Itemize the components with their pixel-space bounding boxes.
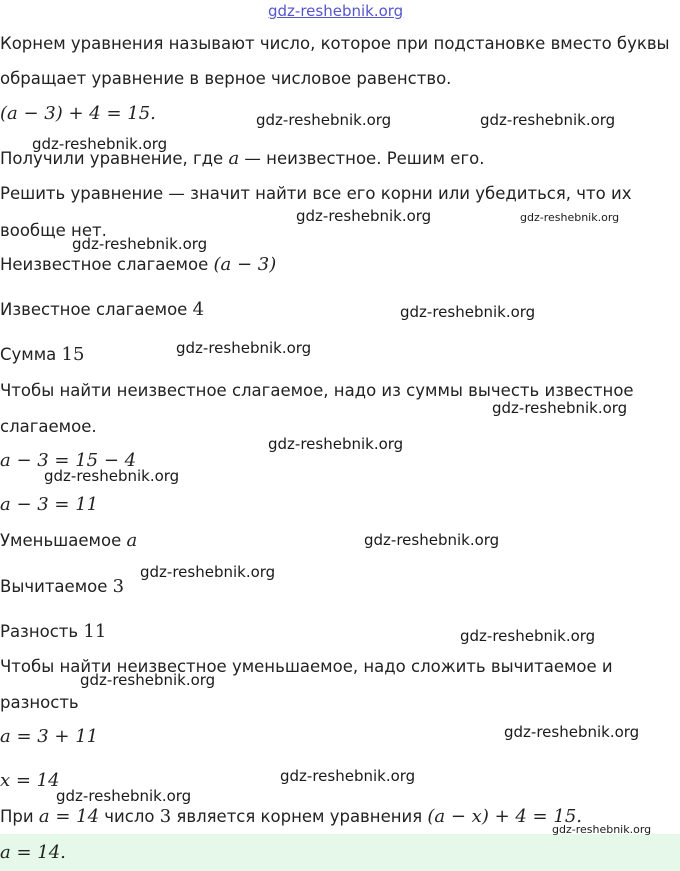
equation-3: a − 3 = 11 bbox=[0, 494, 99, 515]
watermark: gdz-reshebnik.org bbox=[72, 235, 208, 253]
text-line-14: Чтобы найти неизвестное уменьшаемое, надо сложить вычитаемое и bbox=[0, 657, 613, 676]
sum-line bbox=[0, 344, 84, 366]
text-line-10: слагаемое. bbox=[0, 417, 97, 436]
watermark: gdz-reshebnik.org bbox=[520, 211, 620, 224]
text-line-2: обращает уравнение в верное числовое равенство. bbox=[0, 69, 452, 88]
math-expr: (a − 3) bbox=[213, 254, 277, 275]
text-part: Сумма bbox=[0, 345, 62, 364]
equation-2: a − 3 = 15 − 4 bbox=[0, 450, 137, 471]
conclusion-line bbox=[0, 806, 582, 828]
watermark: gdz-reshebnik.org bbox=[44, 467, 180, 485]
math-value: 15 bbox=[61, 344, 85, 365]
text-line-1: Корнем уравнения называют число, которое при подстановке вместо буквы bbox=[0, 34, 670, 53]
text-line-5: вообще нет. bbox=[0, 221, 107, 240]
watermark: gdz-reshebnik.org bbox=[32, 135, 168, 153]
math-var: a bbox=[228, 148, 240, 169]
known-addend-line bbox=[0, 299, 204, 321]
watermark: gdz-reshebnik.org bbox=[504, 723, 640, 741]
watermark: gdz-reshebnik.org bbox=[56, 787, 192, 805]
text-part: Разность bbox=[0, 622, 84, 641]
difference-line bbox=[0, 621, 106, 643]
text-part: — неизвестное. Решим его. bbox=[239, 149, 485, 168]
text-part: Неизвестное слагаемое bbox=[0, 255, 214, 274]
answer-box bbox=[0, 834, 680, 871]
watermark: gdz-reshebnik.org bbox=[140, 563, 276, 581]
watermark: gdz-reshebnik.org bbox=[492, 399, 628, 417]
subtrahend-line bbox=[0, 576, 124, 598]
text-part: число bbox=[99, 807, 160, 826]
math-value: 11 bbox=[83, 621, 107, 642]
watermark: gdz-reshebnik.org bbox=[364, 531, 500, 549]
text-line-15: разность bbox=[0, 693, 79, 712]
math-expr: (a − x) + 4 = 15. bbox=[427, 806, 582, 827]
minuend-line bbox=[0, 530, 137, 552]
math-expr: a = 14 bbox=[38, 806, 100, 827]
watermark: gdz-reshebnik.org bbox=[296, 207, 432, 225]
answer: a = 14. bbox=[0, 842, 66, 863]
watermark: gdz-reshebnik.org bbox=[280, 767, 416, 785]
equation-1: (a − 3) + 4 = 15. bbox=[0, 103, 156, 124]
text-part: Известное слагаемое bbox=[0, 300, 193, 319]
math-var: a bbox=[126, 530, 138, 551]
equation-5: x = 14 bbox=[0, 770, 60, 791]
unknown-addend-line bbox=[0, 254, 276, 276]
text-line-4: Решить уравнение — значит найти все его корни или убедиться, что их bbox=[0, 184, 632, 203]
text-line-9: Чтобы найти неизвестное слагаемое, надо из суммы вычесть известное bbox=[0, 381, 634, 400]
math-value: 4 bbox=[192, 299, 205, 320]
text-part: Вычитаемое bbox=[0, 577, 113, 596]
watermark: gdz-reshebnik.org bbox=[400, 303, 536, 321]
watermark-top[interactable]: gdz-reshebnik.org bbox=[268, 2, 404, 20]
watermark: gdz-reshebnik.org bbox=[256, 111, 392, 129]
text-part: является корнем уравнения bbox=[171, 807, 428, 826]
equation-4: a = 3 + 11 bbox=[0, 726, 99, 747]
text-part: При bbox=[0, 807, 39, 826]
math-value: 3 bbox=[112, 576, 125, 597]
watermark: gdz-reshebnik.org bbox=[176, 339, 312, 357]
text-part: Уменьшаемое bbox=[0, 531, 127, 550]
watermark: gdz-reshebnik.org bbox=[268, 435, 404, 453]
watermark: gdz-reshebnik.org bbox=[80, 671, 216, 689]
watermark: gdz-reshebnik.org bbox=[552, 823, 652, 836]
watermark: gdz-reshebnik.org bbox=[480, 111, 616, 129]
watermark: gdz-reshebnik.org bbox=[460, 627, 596, 645]
math-value: 3 bbox=[159, 806, 172, 827]
text-part: Получили уравнение, где bbox=[0, 149, 229, 168]
